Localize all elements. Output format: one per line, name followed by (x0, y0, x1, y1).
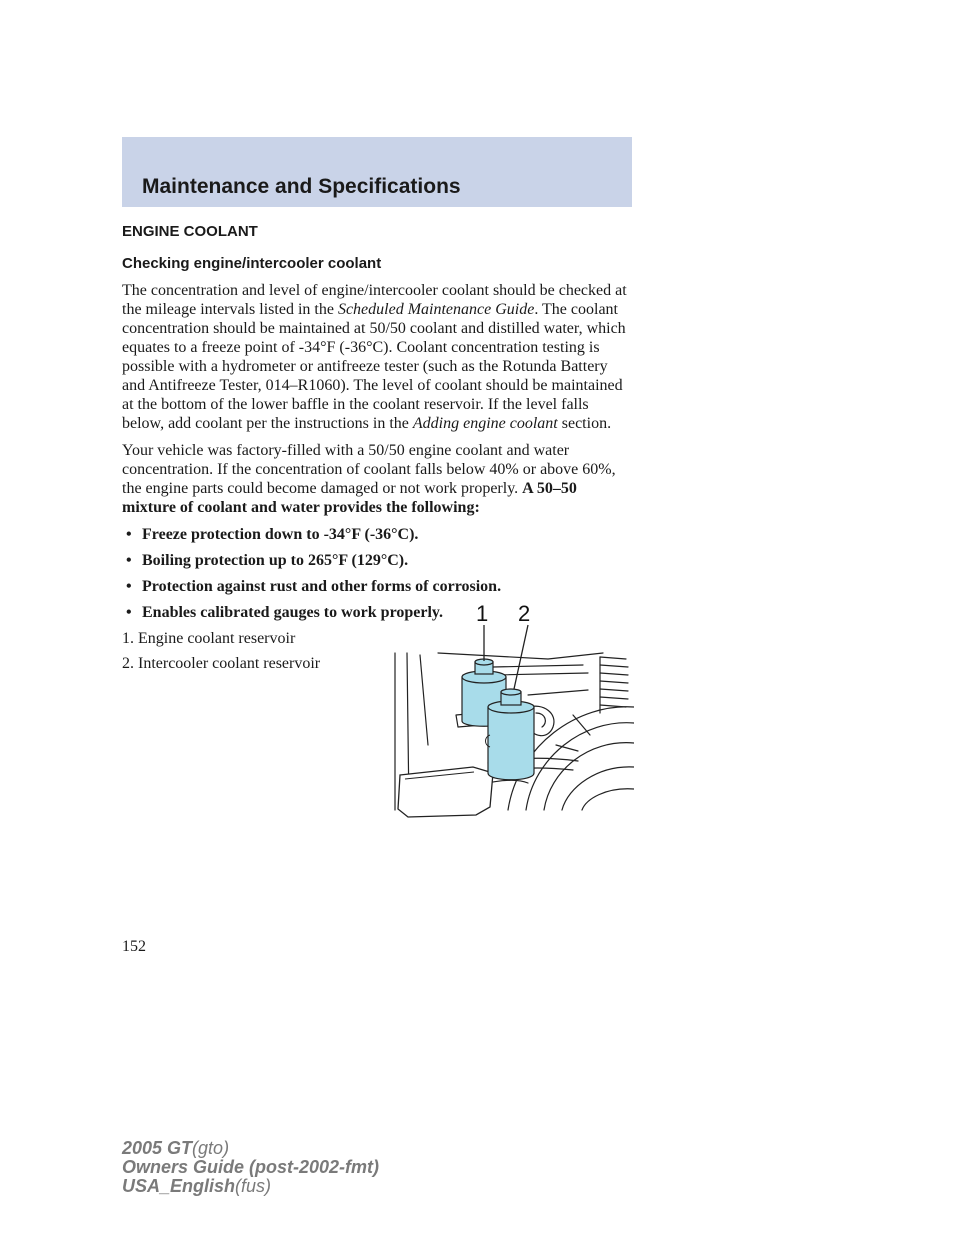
bullet-icon: • (126, 578, 132, 595)
document-footer (122, 1139, 379, 1196)
para1-text-a: The concentration and level of engine/intercooler coolant should be checked at the mileage intervals listed in the (122, 282, 627, 318)
footer-line-language: USA_English(fus) (122, 1176, 272, 1196)
legend-item-intercooler-reservoir: 2. Intercooler coolant reservoir (122, 655, 321, 672)
para1-text-b: . The coolant concentration should be maintained at 50/50 coolant and distilled water, which equates to a freeze point of -34°F (-36°C). Coolant concentration testing is possible with a hydrometer or antifreeze tester (such as the Rotunda Battery and Antifreeze Tester, 014–R1060). The level of coolant should be maintained at the bottom of the lower baffle in the coolant reservoir. If the level falls below, add coolant per the instructions in the (122, 301, 626, 432)
bullet-text: Freeze protection down to -34°F (-36°C). (142, 526, 419, 543)
footer-line-model: 2005 GT(gto) (122, 1138, 230, 1158)
page-number: 152 (122, 938, 146, 955)
bullet-text: Enables calibrated gauges to work properly. (142, 604, 444, 621)
intercooler-reservoir-shape (488, 689, 534, 780)
para1-text-c: section. (557, 415, 612, 432)
coolant-reservoir-illustration (378, 595, 634, 820)
list-item (122, 577, 634, 596)
paragraph-factory-fill (122, 441, 634, 517)
list-item (122, 551, 634, 570)
legend-item-engine-reservoir: 1. Engine coolant reservoir (122, 630, 296, 647)
adding-coolant-reference: Adding engine coolant (412, 415, 558, 432)
scheduled-maintenance-reference: Scheduled Maintenance Guide (337, 301, 535, 318)
callout-2: 2 (518, 601, 531, 626)
page-header-title: Maintenance and Specifications (142, 175, 461, 198)
bullet-icon: • (126, 604, 132, 621)
callout-1: 1 (476, 601, 489, 626)
header-band (122, 137, 632, 207)
engine-bay-drawing (378, 595, 634, 820)
subsection-title: Checking engine/intercooler coolant (122, 255, 382, 272)
paragraph-coolant-check (122, 281, 634, 433)
bullet-text: Boiling protection up to 265°F (129°C). (142, 552, 409, 569)
bullet-text: Protection against rust and other forms of corrosion. (142, 578, 502, 595)
bullet-icon: • (126, 552, 132, 569)
section-title: ENGINE COOLANT (122, 223, 258, 240)
para2-text: Your vehicle was factory-filled with a 50/50 engine coolant and water concentration. If the concentration of coolant falls below 40% or above 60%, the engine parts could become damaged or not work properly. (122, 442, 616, 497)
para2-bold-text: A 50–50 mixture of coolant and water provides the following: (122, 480, 577, 516)
list-item (122, 525, 634, 544)
footer-line-guide: Owners Guide (post-2002-fmt) (122, 1157, 380, 1177)
bullet-icon: • (126, 526, 132, 543)
